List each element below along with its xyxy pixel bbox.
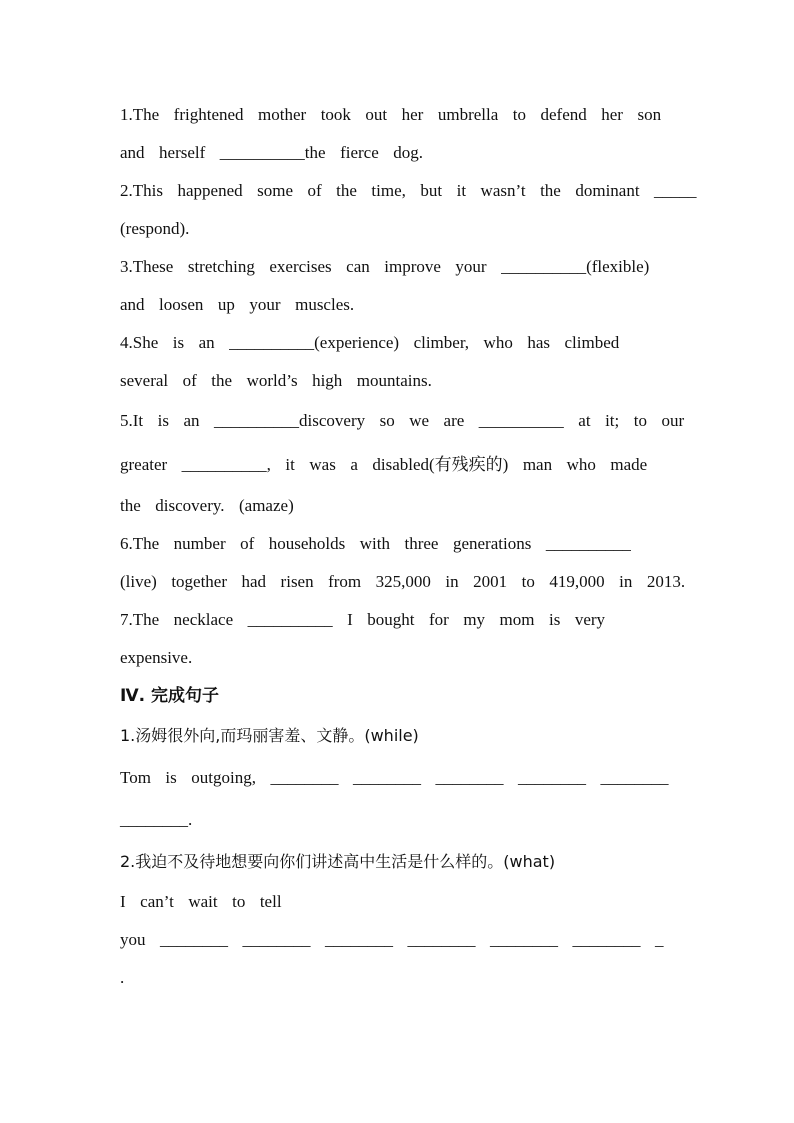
question-6-line-2: (live) together had risen from 325,000 in 2001 to 419,000 in 2013.: [120, 572, 686, 591]
sentence-1-prompt: 1.汤姆很外向,而玛丽害羞、文静。(while): [120, 726, 419, 745]
question-3-line-1: 3.These stretching exercises can improve your __________(flexible): [120, 257, 650, 276]
question-1-line-2: and herself __________the fierce dog.: [120, 143, 423, 162]
question-2-line-2: (respond).: [120, 219, 190, 238]
question-7-line-2: expensive.: [120, 648, 193, 667]
question-5-line-3: the discovery. (amaze): [120, 496, 294, 515]
sentence-2-line-1: I can’t wait to tell: [120, 892, 282, 911]
question-4-line-2: several of the world’s high mountains.: [120, 371, 432, 390]
sentence-2-line-3: .: [120, 968, 125, 987]
question-5-line-2: greater __________, it was a disabled(有残疾的) man who made: [120, 455, 648, 474]
question-7-line-1: 7.The necklace __________ I bought for my mom is very: [120, 610, 606, 629]
question-6-line-1: 6.The number of households with three generations __________: [120, 534, 631, 553]
sentence-2-line-2: you ________ ________ ________ ________ ________ ________ _: [120, 930, 664, 949]
question-1-line-1: 1.The frightened mother took out her umbrella to defend her son: [120, 105, 662, 124]
question-5-line-1: 5.It is an __________discovery so we are __________ at it; to our: [120, 411, 685, 430]
question-4-line-1: 4.She is an __________(experience) climber, who has climbed: [120, 333, 620, 352]
worksheet-page: [120, 96, 697, 997]
sentence-1-line-2: ________.: [120, 810, 193, 829]
question-2-line-1: 2.This happened some of the time, but it wasn’t the dominant _____: [120, 181, 697, 200]
sentence-2-prompt: 2.我迫不及待地想要向你们讲述高中生活是什么样的。(what): [120, 852, 556, 871]
sentence-1-line-1: Tom is outgoing, ________ ________ ________ ________ ________: [120, 768, 669, 787]
section-4-title: Ⅳ. 完成句子: [120, 686, 220, 706]
question-3-line-2: and loosen up your muscles.: [120, 295, 355, 314]
